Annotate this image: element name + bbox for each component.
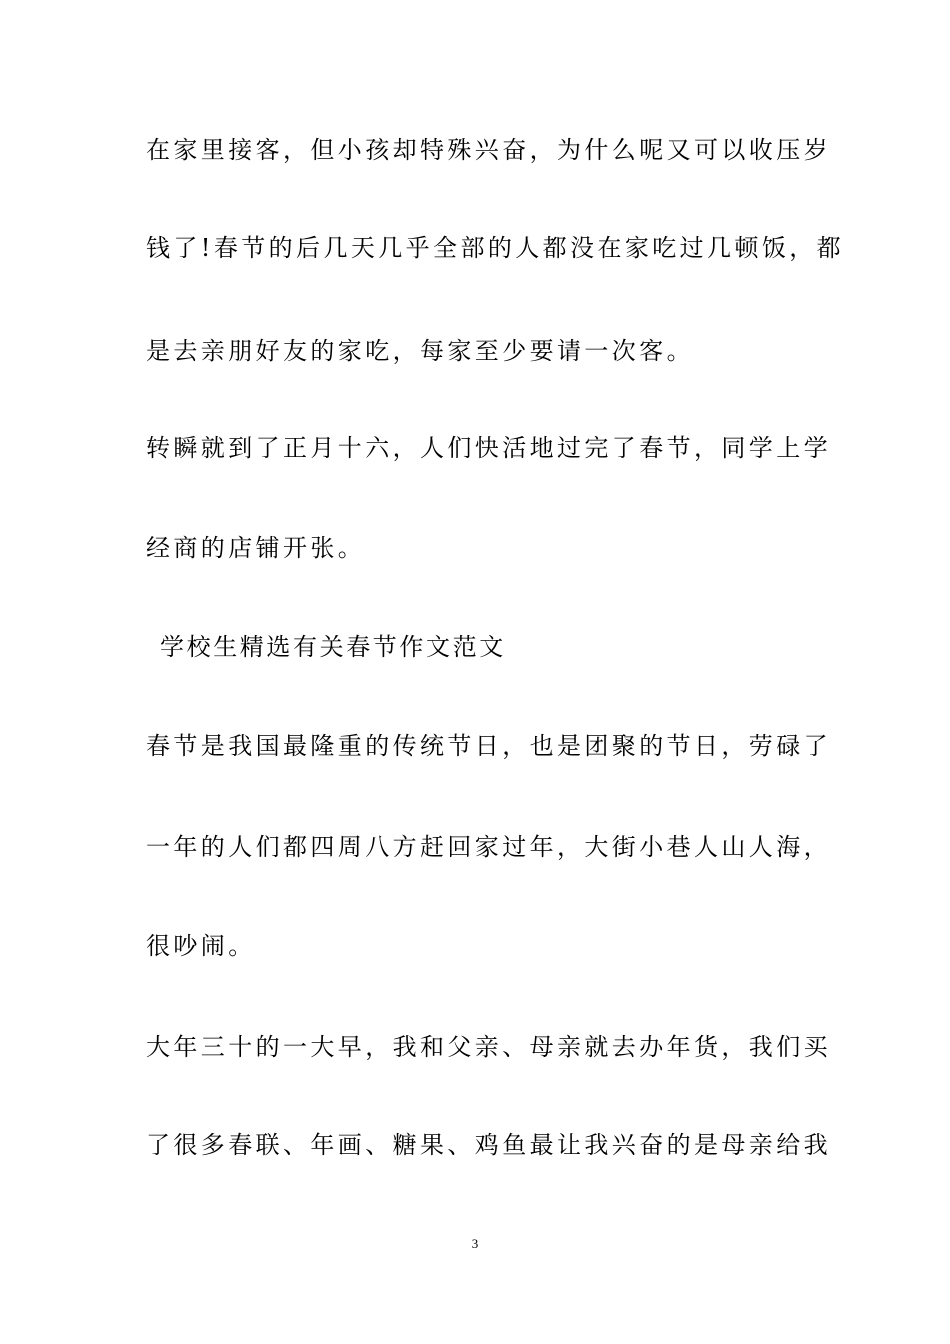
text-line: 在家里接客，但小孩却特殊兴奋，为什么呢又可以收压岁 (146, 136, 831, 164)
text-line: 是去亲朋好友的家吃，每家至少要请一次客。 (146, 337, 694, 365)
section-heading: 学校生精选有关春节作文范文 (160, 633, 506, 661)
text-line: 钱了!春节的后几天几乎全部的人都没在家吃过几顿饭，都 (146, 234, 845, 262)
text-line: 经商的店铺开张。 (146, 534, 366, 562)
text-line: 了很多春联、年画、糖果、鸡鱼最让我兴奋的是母亲给我 (146, 1131, 831, 1159)
page-number: 3 (471, 1236, 479, 1251)
text-line: 一年的人们都四周八方赶回家过年，大街小巷人山人海， (146, 833, 831, 861)
text-line: 大年三十的一大早，我和父亲、母亲就去办年货，我们买 (146, 1033, 831, 1061)
text-line: 春节是我国最隆重的传统节日，也是团聚的节日，劳碌了 (146, 732, 831, 760)
text-line: 转瞬就到了正月十六，人们快活地过完了春节，同学上学 (146, 434, 831, 462)
text-line: 很吵闹。 (146, 932, 256, 960)
